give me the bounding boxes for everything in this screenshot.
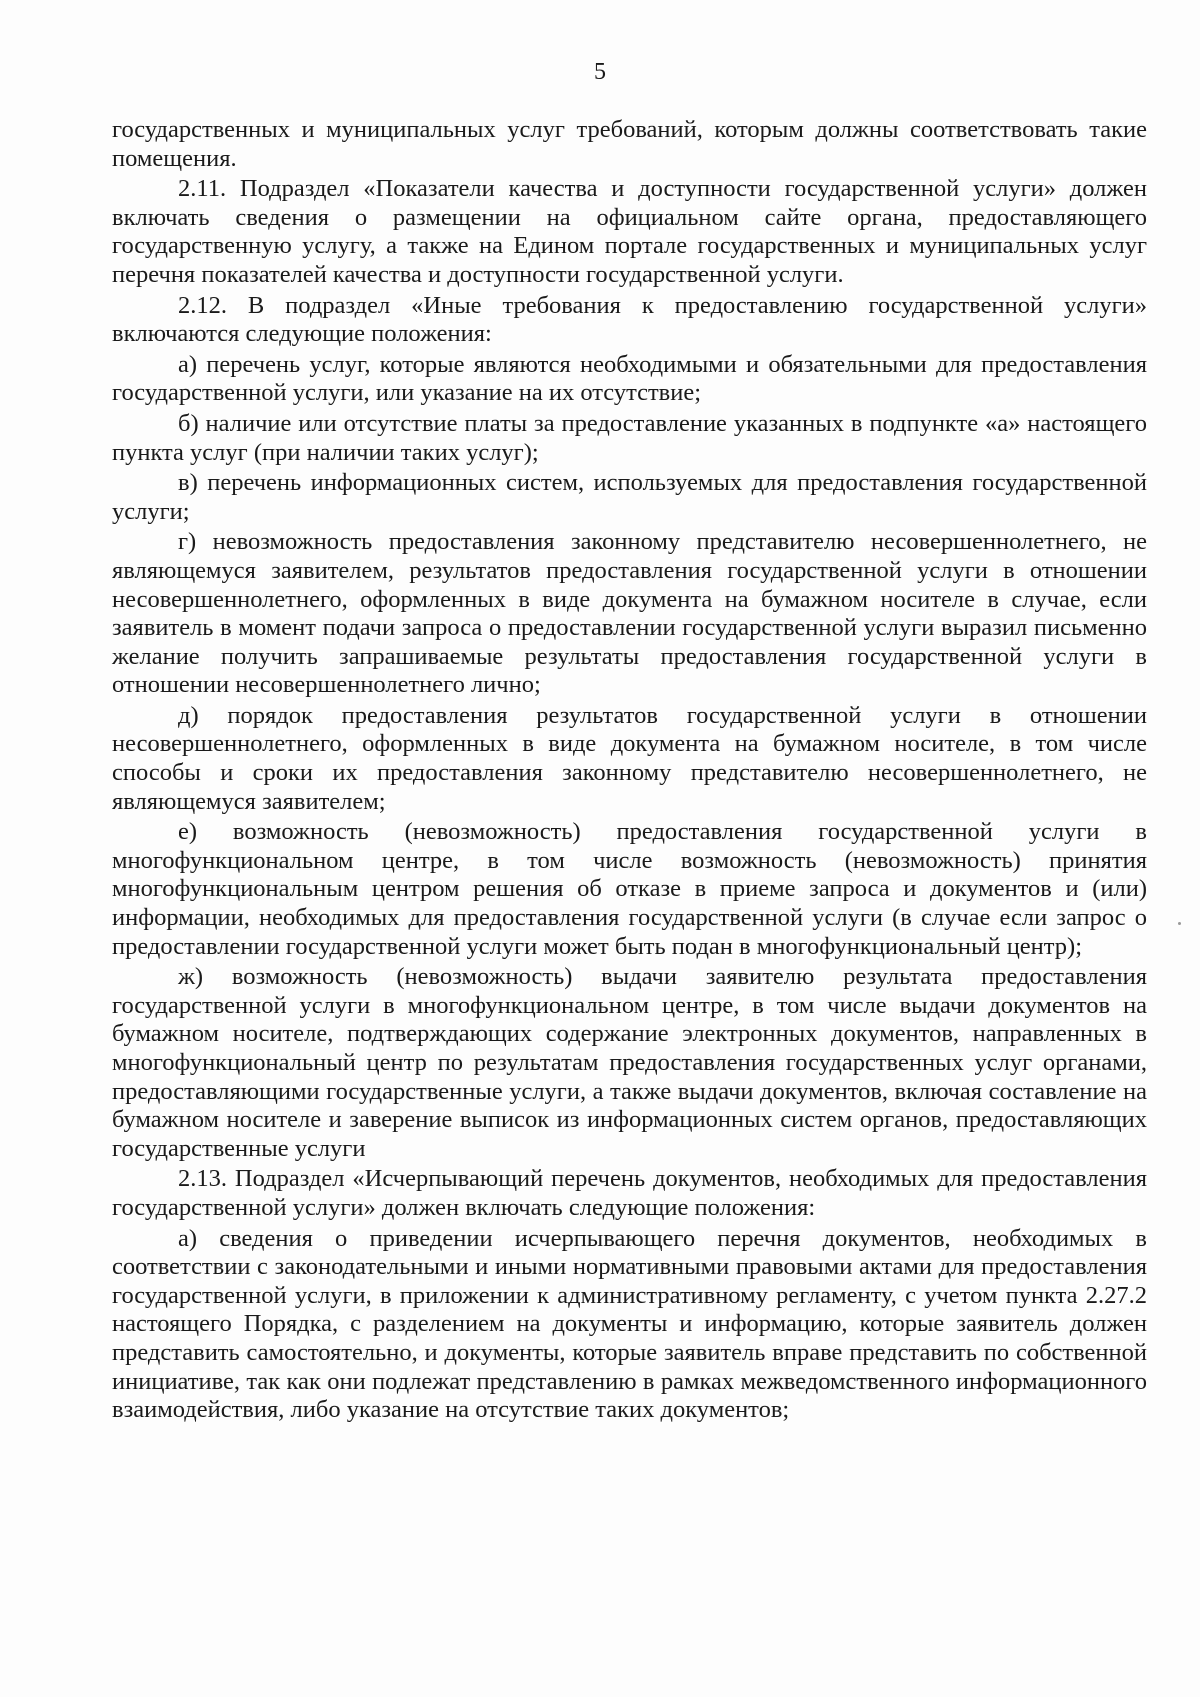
- paragraph-2-11: 2.11. Подраздел «Показатели качества и доступности государственной услуги» должен включать сведения о размещении на официальном сайте органа, предоставляющего государственную услугу, а также на Едином портале государственных и муниципальных услуг перечня показателей качества и доступности государственной услуги.: [112, 175, 1147, 288]
- item-zh: ж) возможность (невозможность) выдачи заявителю результата предоставления государственной услуги в многофункциональном центре, в том числе выдачи документов на бумажном носителе, подтверждающих содержание электронных документов, направленных в многофункциональный центр по результатам предоставления государственных услуг органами, предоставляющими государственные услуги, а также выдачи документов, включая составление на бумажном носителе и заверение выписок из информационных систем органов, предоставляющих государственные услуги: [112, 963, 1147, 1162]
- item-b: б) наличие или отсутствие платы за предоставление указанных в подпункте «а» настоящего пункта услуг (при наличии таких услуг);: [112, 409, 1147, 466]
- item-d: д) порядок предоставления результатов государственной услуги в отношении несовершеннолетнего, оформленных в виде документа на бумажном носителе, в том числе способы и сроки их предоставления законному представителю несовершеннолетнего, не являющемуся заявителем;: [112, 701, 1147, 815]
- page-number: 5: [594, 59, 606, 85]
- paragraph-2-12: 2.12. В подраздел «Иные требования к предоставлению государственной услуги» включаются следующие положения:: [112, 291, 1147, 348]
- item-v: в) перечень информационных систем, используемых для предоставления государственной услуги;: [112, 469, 1147, 525]
- item-e: е) возможность (невозможность) предоставления государственной услуги в многофункциональном центре, в том числе возможность (невозможность) принятия многофункциональным центром решения об отказе в приеме запроса и документов и (или) информации, необходимых для предоставления государственной услуги (в случае если запрос о предоставлении государственной услуги может быть подан в многофункциональный центр);: [112, 818, 1147, 960]
- item-2-13-a: а) сведения о приведении исчерпывающего перечня документов, необходимых в соответствии с законодательными и иными нормативными правовыми актами для предоставления государственной услуги, в приложении к административному регламенту, с учетом пункта 2.27.2 настоящего Порядка, с разделением на документы и информацию, которые заявитель должен представить самостоятельно, и документы, которые заявитель вправе представить по собственной инициативе, так как они подлежат представлению в рамках межведомственного информационного взаимодействия, либо указание на отсутствие таких документов;: [112, 1224, 1147, 1424]
- scan-speck: [1178, 922, 1181, 925]
- item-a: а) перечень услуг, которые являются необходимыми и обязательными для предоставления государственной услуги, или указание на их отсутствие;: [112, 350, 1147, 407]
- paragraph-2-13: 2.13. Подраздел «Исчерпывающий перечень документов, необходимых для предоставления государственной услуги» должен включать следующие положения:: [112, 1165, 1147, 1221]
- document-body: [112, 116, 1147, 1427]
- item-g: г) невозможность предоставления законному представителю несовершеннолетнего, не являющемуся заявителем, результатов предоставления государственной услуги в отношении несовершеннолетнего, оформленных в виде документа на бумажном носителе в случае, если заявитель в момент подачи запроса о предоставлении государственной услуги выразил письменно желание получить запрашиваемые результаты предоставления государственной услуги в отношении несовершеннолетнего лично;: [112, 528, 1147, 699]
- paragraph-continuation: государственных и муниципальных услуг требований, которым должны соответствовать такие помещения.: [112, 116, 1147, 172]
